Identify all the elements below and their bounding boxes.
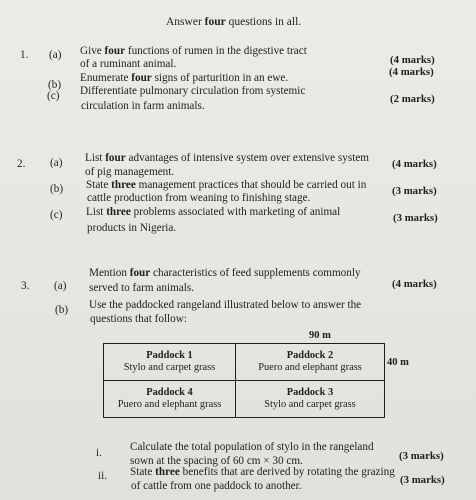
q3ii-marks: (3 marks) xyxy=(400,474,445,486)
q1b-marks: (4 marks) xyxy=(389,66,434,78)
q3b-line2: questions that follow: xyxy=(90,313,187,325)
q1a-marks: (4 marks) xyxy=(390,54,435,66)
paddock-1-name: Paddock 1 xyxy=(146,350,193,361)
q1c-line2: circulation in farm animals. xyxy=(81,100,205,112)
q2a-marks: (4 marks) xyxy=(392,158,437,170)
q2a-line2: of pig management. xyxy=(85,166,175,178)
q3a-line2: served to farm animals. xyxy=(89,282,195,294)
paddock-4-cell xyxy=(104,381,236,418)
q1a-label: (a) xyxy=(49,49,62,61)
q2c-label: (c) xyxy=(50,209,63,221)
q3i-marks: (3 marks) xyxy=(399,450,444,462)
q2b-label: (b) xyxy=(50,183,64,195)
q3i-label: i. xyxy=(96,447,102,459)
paddock-3-cell xyxy=(236,381,385,418)
q1-number: 1. xyxy=(20,49,29,61)
q2-number: 2. xyxy=(17,158,26,170)
q3ii-line1: State three benefits that are derived by rotating the grazing xyxy=(130,466,395,478)
q1b-label: (b) xyxy=(48,79,62,91)
q1b-line1: Enumerate four signs of parturition in an ewe. xyxy=(80,72,289,84)
q3b-line1: Use the paddocked rangeland illustrated below to answer the xyxy=(89,299,362,311)
q1a-line1: Give four functions of rumen in the digestive tract xyxy=(80,45,307,57)
q3a-marks: (4 marks) xyxy=(392,278,437,290)
height-label: 40 m xyxy=(387,357,409,368)
q2a-label: (a) xyxy=(50,157,63,169)
q2c-line2: products in Nigeria. xyxy=(87,222,177,234)
paddock-3-crop: Stylo and carpet grass xyxy=(264,399,356,410)
q3ii-label: ii. xyxy=(98,470,108,482)
instruction-text: Answer four questions in all. xyxy=(166,16,302,28)
q3i-line1: Calculate the total population of stylo in the rangeland xyxy=(130,441,374,453)
paddock-diagram xyxy=(103,343,385,418)
q3a-label: (a) xyxy=(54,280,67,292)
paddock-2-cell xyxy=(236,344,385,381)
paddock-4-crop: Puero and elephant grass xyxy=(117,399,222,410)
q3i-line2: sown at the spacing of 60 cm × 30 cm. xyxy=(130,455,303,467)
paddock-2-crop: Puero and elephant grass xyxy=(258,362,362,373)
width-label: 90 m xyxy=(309,330,331,341)
paddock-3-name: Paddock 3 xyxy=(286,387,334,398)
q1c-line1: Differentiate pulmonary circulation from systemic xyxy=(80,85,306,97)
q3-number: 3. xyxy=(21,280,30,292)
q2b-marks: (3 marks) xyxy=(392,185,437,197)
paddock-2-name: Paddock 2 xyxy=(286,350,334,361)
q1c-label: (c) xyxy=(47,90,60,102)
q3a-line1: Mention four characteristics of feed supplements commonly xyxy=(89,267,361,279)
q3b-label: (b) xyxy=(55,304,69,316)
q3ii-line2: of cattle from one paddock to another. xyxy=(131,480,302,492)
q1c-marks: (2 marks) xyxy=(390,93,435,105)
paddock-1-crop: Stylo and carpet grass xyxy=(123,362,216,373)
paddock-4-name: Paddock 4 xyxy=(146,387,193,398)
q2c-line1: List three problems associated with marketing of animal xyxy=(86,206,341,218)
q2c-marks: (3 marks) xyxy=(393,212,438,224)
q2a-line1: List four advantages of intensive system over extensive system xyxy=(85,152,369,164)
q2b-line1: State three management practices that should be carried out in xyxy=(86,179,367,191)
q1a-line2: of a ruminant animal. xyxy=(80,58,177,70)
paddock-1-cell xyxy=(104,344,236,381)
q2b-line2: cattle production from weaning to finishing stage. xyxy=(87,192,311,204)
